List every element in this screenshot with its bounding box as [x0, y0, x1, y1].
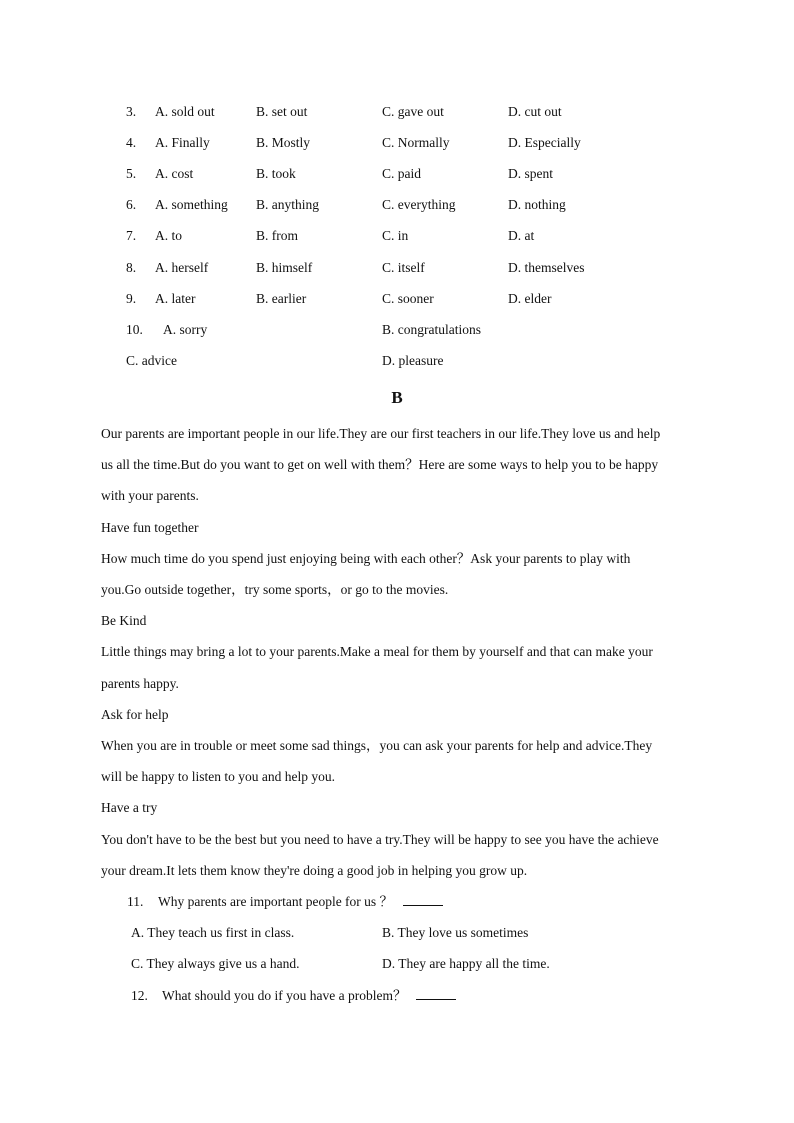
- question-text: Why parents are important people for us ？: [158, 894, 394, 909]
- passage-line: When you are in trouble or meet some sad things，you can ask your parents for help and advice.They: [101, 738, 653, 753]
- option-d: D. Especially: [508, 135, 581, 150]
- question-number: 10.: [126, 322, 143, 337]
- option-c: C. sooner: [382, 291, 434, 306]
- option-d: D. They are happy all the time.: [382, 956, 550, 971]
- option-d: D. spent: [508, 166, 553, 181]
- option-c: C. everything: [382, 197, 456, 212]
- passage-line: How much time do you spend just enjoying being with each other？Ask your parents to play with: [101, 551, 631, 566]
- option-c: C. gave out: [382, 104, 444, 119]
- question-number: 5.: [126, 166, 137, 181]
- question-number: 6.: [126, 197, 137, 212]
- option-d: D. nothing: [508, 197, 566, 212]
- passage-line: You don't have to be the best but you need to have a try.They will be happy to see you have the achieve: [101, 832, 659, 847]
- option-a: A. sorry: [163, 322, 208, 337]
- question-number: 9.: [126, 291, 137, 306]
- question-row: [0, 923, 794, 943]
- question-number: 4.: [126, 135, 137, 150]
- option-b: B. They love us sometimes: [382, 925, 529, 940]
- question-row: [0, 226, 794, 246]
- question-text: What should you do if you have a problem？: [162, 988, 407, 1003]
- section-title: B: [391, 388, 403, 407]
- passage-line: you.Go outside together，try some sports，or go to the movies.: [101, 582, 449, 597]
- question-row: [0, 986, 794, 1006]
- question-row: [0, 320, 794, 340]
- option-a: A. Finally: [155, 135, 210, 150]
- option-a: A. cost: [155, 166, 194, 181]
- option-a: A. later: [155, 291, 196, 306]
- option-b: B. congratulations: [382, 322, 481, 337]
- answer-blank[interactable]: [403, 893, 443, 906]
- question-number: 12.: [131, 988, 148, 1003]
- question-row: [0, 954, 794, 974]
- option-d: D. themselves: [508, 260, 585, 275]
- option-c: C. itself: [382, 260, 425, 275]
- option-a: A. to: [155, 228, 182, 243]
- passage-line: parents happy.: [101, 676, 179, 691]
- passage-subheading: Have fun together: [101, 520, 199, 535]
- option-b: B. took: [256, 166, 296, 181]
- passage-line: us all the time.But do you want to get on well with them？Here are some ways to help you to be happy: [101, 457, 659, 472]
- question-stem: [162, 986, 456, 1006]
- option-c: C. They always give us a hand.: [131, 956, 300, 971]
- option-b: B. from: [256, 228, 298, 243]
- option-d: D. at: [508, 228, 535, 243]
- question-number: 3.: [126, 104, 137, 119]
- passage-line: Our parents are important people in our life.They are our first teachers in our life.They love us and help: [101, 426, 661, 441]
- passage-line: will be happy to listen to you and help you.: [101, 769, 335, 784]
- option-a: A. They teach us first in class.: [131, 925, 295, 940]
- option-c: C. advice: [126, 353, 177, 368]
- question-row: [0, 289, 794, 309]
- option-d: D. cut out: [508, 104, 562, 119]
- question-number: 11.: [127, 894, 144, 909]
- passage-line: Little things may bring a lot to your parents.Make a meal for them by yourself and that can make your: [101, 644, 653, 659]
- question-row: [0, 133, 794, 153]
- question-number: 7.: [126, 228, 137, 243]
- option-c: C. paid: [382, 166, 421, 181]
- option-b: B. earlier: [256, 291, 307, 306]
- option-b: B. set out: [256, 104, 308, 119]
- option-a: A. herself: [155, 260, 209, 275]
- option-a: A. something: [155, 197, 228, 212]
- passage-subheading: Have a try: [101, 800, 158, 815]
- question-row: [0, 164, 794, 184]
- option-d: D. elder: [508, 291, 552, 306]
- passage-subheading: Be Kind: [101, 613, 147, 628]
- question-row: [0, 195, 794, 215]
- passage-subheading: Ask for help: [101, 707, 169, 722]
- question-number: 8.: [126, 260, 137, 275]
- question-row: [0, 351, 794, 371]
- option-b: B. anything: [256, 197, 319, 212]
- passage-line: your dream.It lets them know they're doing a good job in helping you grow up.: [101, 863, 528, 878]
- passage-line: with your parents.: [101, 488, 199, 503]
- option-c: C. Normally: [382, 135, 450, 150]
- question-row: [0, 258, 794, 278]
- question-row: [0, 892, 794, 912]
- option-b: B. himself: [256, 260, 313, 275]
- question-stem: [158, 892, 443, 912]
- answer-blank[interactable]: [416, 987, 456, 1000]
- option-a: A. sold out: [155, 104, 215, 119]
- question-row: [0, 102, 794, 122]
- option-c: C. in: [382, 228, 409, 243]
- option-b: B. Mostly: [256, 135, 311, 150]
- option-d: D. pleasure: [382, 353, 444, 368]
